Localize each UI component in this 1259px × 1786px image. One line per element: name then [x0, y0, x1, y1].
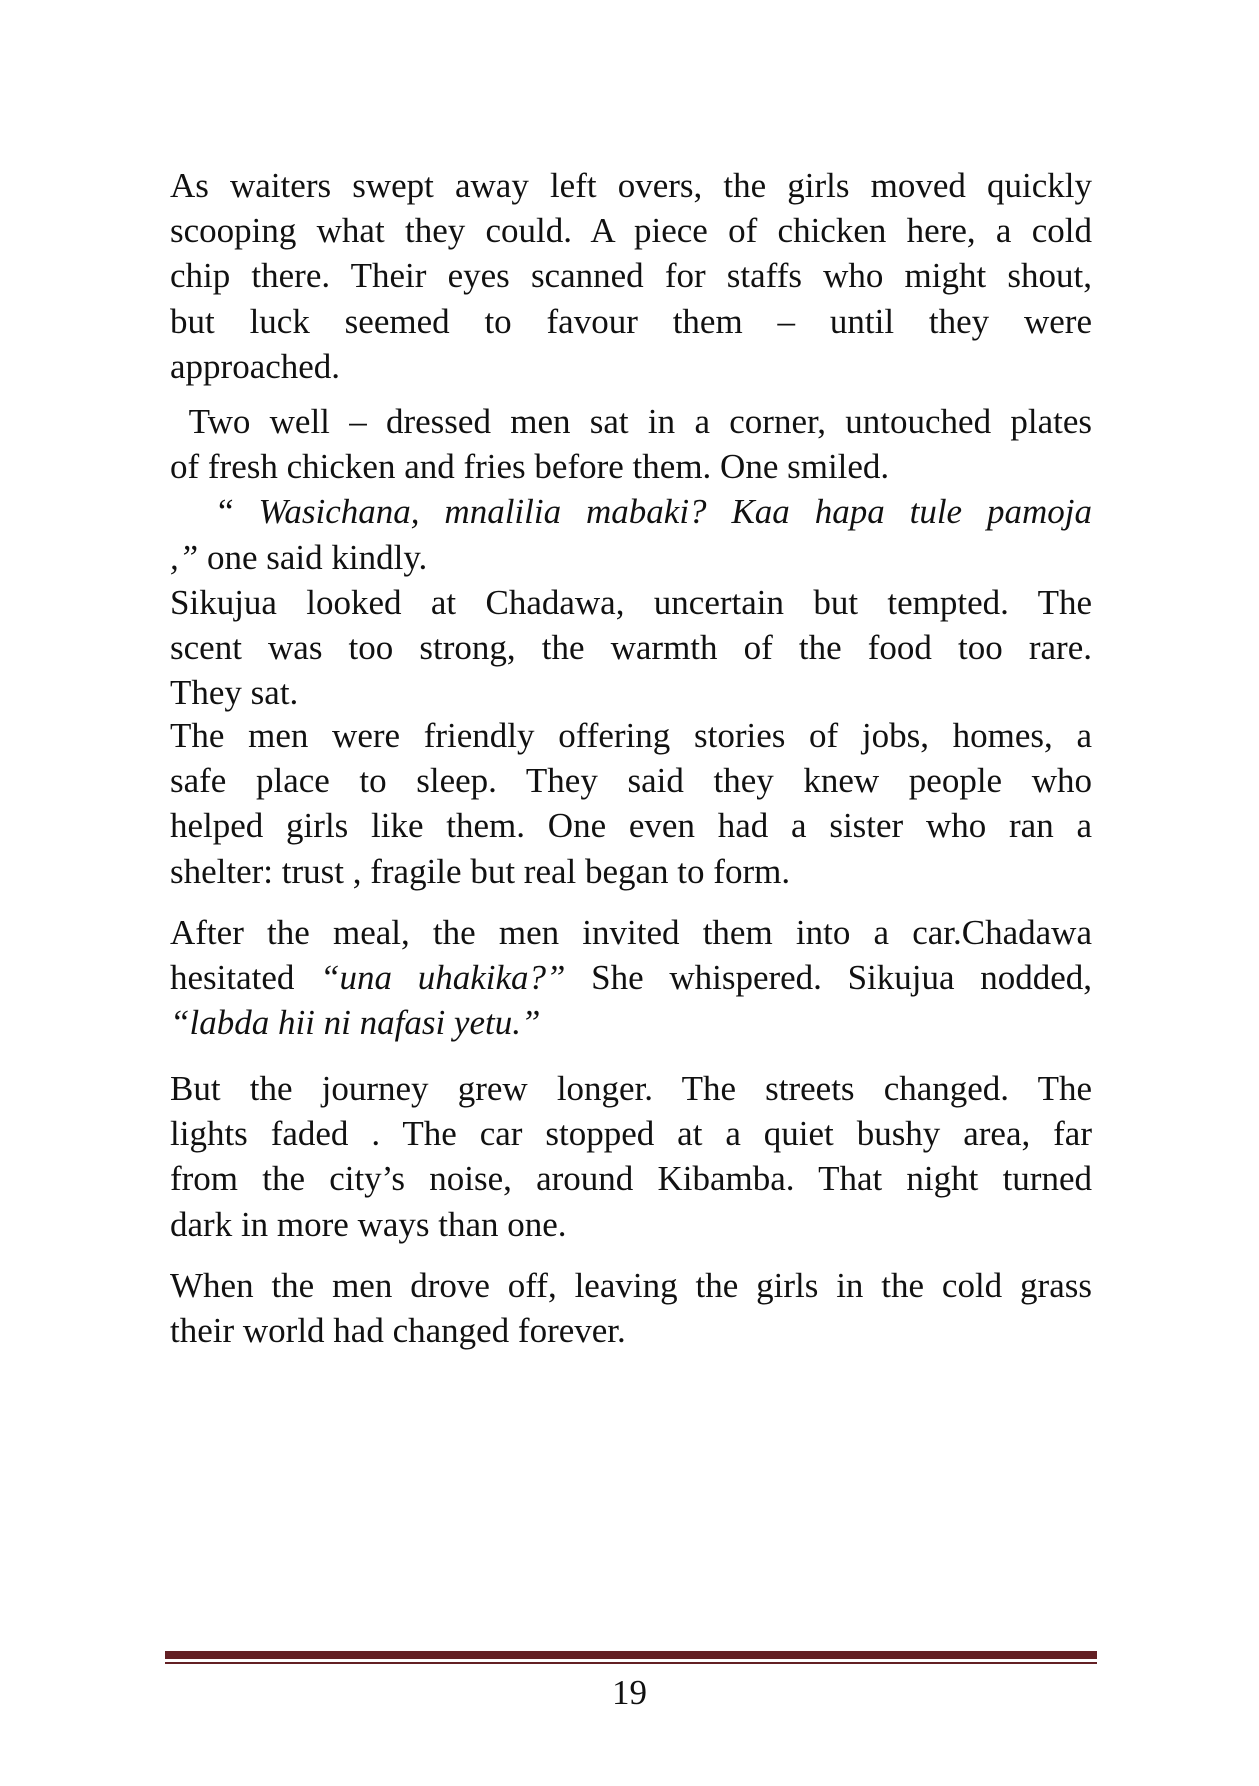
text-line: Sikujua looked at Chadawa, uncertain but tempted. The — [170, 582, 1092, 622]
text-line — [170, 955, 1092, 1000]
text-line: chip there. Their eyes scanned for staffs who might shout, — [170, 256, 1092, 296]
paragraph-after-meal — [170, 910, 1092, 1046]
text-fragment: She whispered. Sikujua nodded, — [565, 958, 1092, 998]
text-line: approached. — [170, 346, 341, 386]
text-line: of fresh chicken and fries before them. One smiled. — [170, 447, 890, 487]
footer-rule-thin — [165, 1662, 1097, 1664]
swahili-quote-line — [170, 489, 1092, 534]
paragraph-drove-off — [170, 1263, 1092, 1353]
text-line — [170, 535, 1092, 580]
text-line: dark in more ways than one. — [170, 1204, 567, 1244]
text-line: their world had changed forever. — [170, 1311, 626, 1351]
paragraph-men-friendly — [170, 713, 1092, 894]
text-line: As waiters swept away left overs, the girls moved quickly — [170, 166, 1092, 205]
text-line: scent was too strong, the warmth of the food too rare. — [170, 628, 1092, 668]
swahili-quote: “labda hii ni nafasi yetu.” — [170, 1003, 541, 1043]
quote-open-mark: “ — [218, 492, 259, 532]
text-line: from the city’s noise, around Kibamba. That night turned — [170, 1159, 1092, 1199]
text-line: shelter: trust , fragile but real began to form. — [170, 851, 791, 891]
quote-attribution: one said kindly. — [206, 537, 428, 577]
swahili-quote: Wasichana, mnalilia mabaki? Kaa hapa tule pamoja — [258, 492, 1092, 532]
text-line: helped girls like them. One even had a sister who ran a — [170, 806, 1092, 846]
text-line: When the men drove off, leaving the girls in the cold grass — [170, 1266, 1092, 1305]
text-line: but luck seemed to favour them – until they were — [170, 301, 1092, 341]
text-line: Two well – dressed men sat in a corner, untouched plates — [170, 402, 1092, 441]
footer-rule-thick — [165, 1651, 1097, 1659]
text-line: scooping what they could. A piece of chicken here, a cold — [170, 211, 1092, 251]
text-fragment: hesitated — [170, 958, 321, 998]
swahili-quote: “una uhakika?” — [320, 958, 566, 998]
text-line: But the journey grew longer. The streets changed. The — [170, 1069, 1092, 1108]
page-number: 19 — [612, 1673, 647, 1712]
text-line: They sat. — [170, 673, 299, 713]
paragraph-waiters — [170, 163, 1092, 389]
paragraph-two-men — [170, 399, 1092, 715]
text-line: The men were friendly offering stories of jobs, homes, a — [170, 716, 1092, 755]
text-line: After the meal, the men invited them into a car.Chadawa — [170, 913, 1092, 952]
text-line: lights faded . The car stopped at a quiet bushy area, far — [170, 1114, 1092, 1154]
text-line — [170, 1000, 1092, 1045]
text-line: safe place to sleep. They said they knew people who — [170, 761, 1092, 801]
paragraph-journey — [170, 1066, 1092, 1247]
quote-close-mark: ,” — [170, 537, 207, 577]
